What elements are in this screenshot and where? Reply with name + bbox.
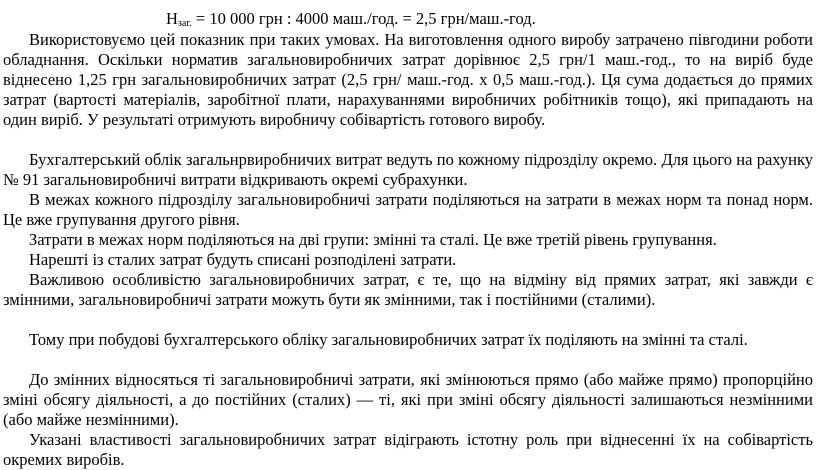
paragraph-accounting-by-division: Бухгалтерський облік загальнрвиробничих витрат ведуть по кожному підрозділу окремо. Для цього на рахунку № 91 загальновиробничі витрати відкривають окремі субрахунки. (3, 150, 813, 189)
paragraph-variable-definition: До змінних відносяться ті загальновиробничі затрати, які змінюються прямо (або майже прямо) пропорційно зміні обсягу діяльності, а до постійних (сталих) — ті, які при зміні обсягу діяльності залишаються незмінними (або майже незмінними). (3, 370, 813, 429)
formula-expression: = 10 000 грн : 4000 маш./год. = 2,5 грн/маш.-год. (191, 9, 536, 28)
formula-symbol: Н (166, 9, 178, 28)
paragraph-allocated-costs: Нарешті із сталих затрат будуть списані розподілені затрати. (29, 250, 457, 269)
paragraph-division-variable-fixed: Тому при побудові бухгалтерського обліку загальновиробничих затрат їх поділяють на змінні та сталі. (29, 330, 748, 349)
paragraph-within-above-norm: В межах кожного підрозділу загальновиробничі затрати поділяються на затрати в межах норм та понад норм. Це вже групування другого рівня. (3, 190, 813, 229)
paragraph-properties-role: Указані властивості загальновиробничих затрат відіграють істотну роль при віднесенні їх на собівартість окремих виробів. (3, 430, 813, 469)
formula-subscript: заг. (177, 18, 192, 29)
paragraph-key-feature: Важливою особливістю загальновиробничих затрат, є те, що на відміну від прямих затрат, які завжди є змінними, загальновиробничі затрати можуть бути як змінними, так і постійними (сталими). (3, 270, 813, 309)
paragraph-norm-usage: Використовуємо цей показник при таких умовах. На виготовлення одного виробу затрачено півгодини роботи обладнання. Оскільки норматив загальновиробничих затрат дорівнює 2,5 грн/1 маш.-год., то на виріб буде віднесено 1,25 грн загальновиробничих затрат (2,5 грн/ маш.-год. х 0,5 маш.-год.). Ця сума додається до прямих затрат (вартості матеріалів, заробітної плати, нарахуваннями виробничих робітників тощо), які припадають на один виріб. У результаті отримують виробничу собівартість готового виробу. (3, 30, 813, 129)
paragraph-variable-fixed-groups: Затрати в межах норм поділяються на дві групи: змінні та сталі. Це вже третій рівень групування. (29, 230, 717, 249)
